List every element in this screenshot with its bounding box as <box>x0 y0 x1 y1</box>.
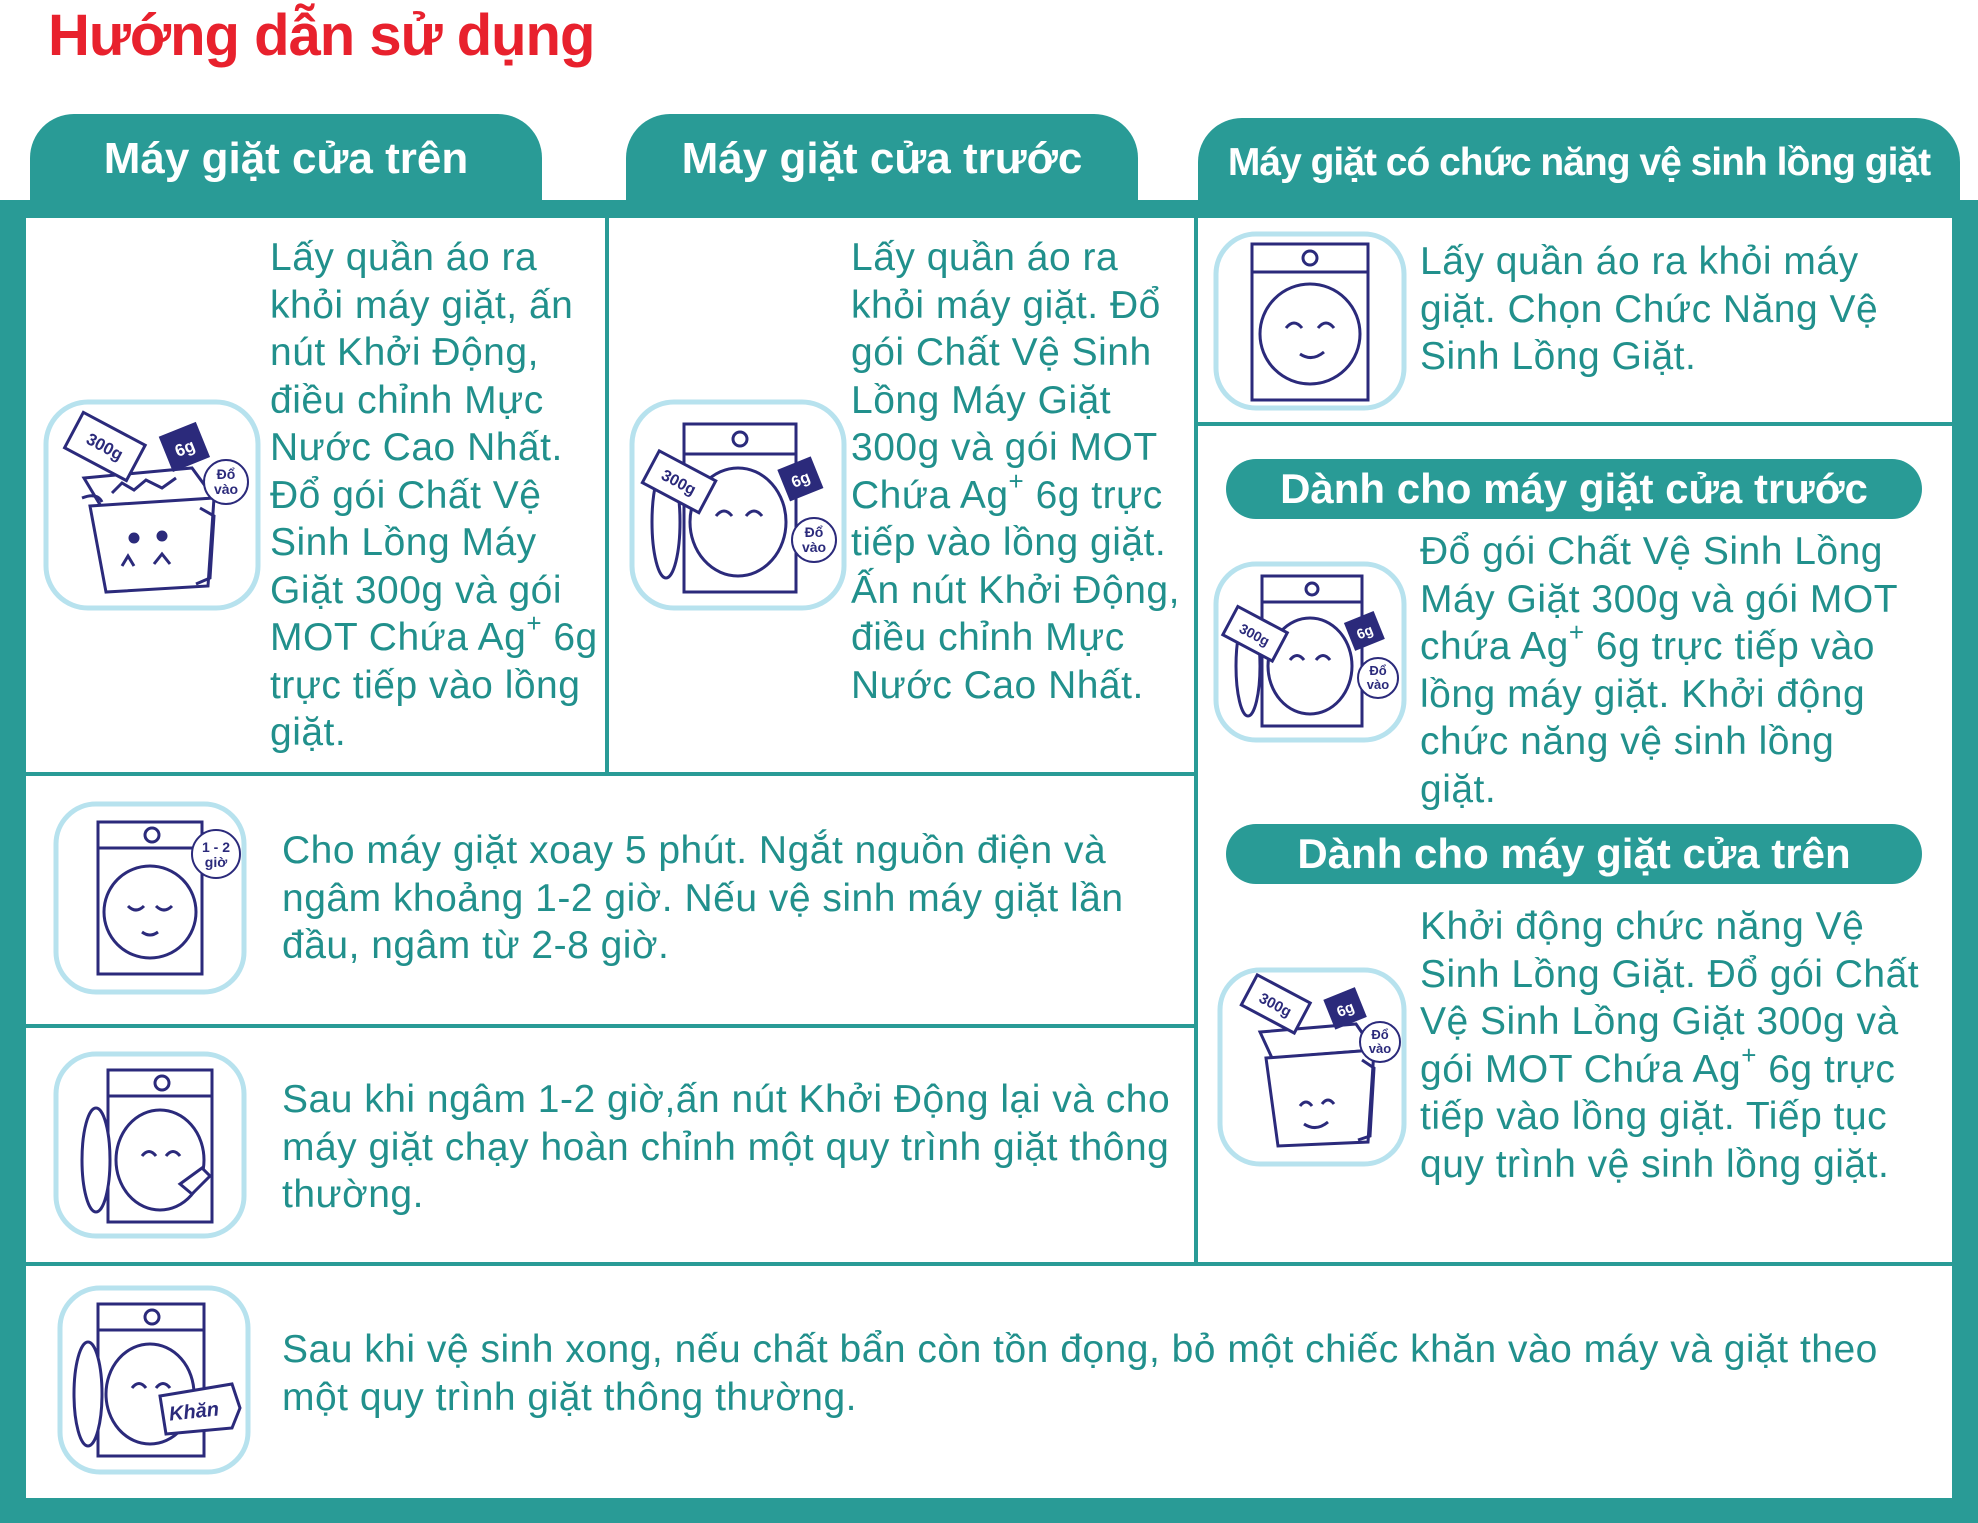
tab-label: Máy giặt có chức năng vệ sinh lồng giặt <box>1227 141 1931 184</box>
top-loader-instructions <box>270 234 600 757</box>
tab-front-loader <box>626 114 1138 204</box>
pour-label: Đổ <box>1371 1027 1389 1042</box>
heading-label: Dành cho máy giặt cửa trên <box>1297 830 1851 877</box>
pack-6g-label: 6g <box>1354 621 1376 643</box>
top-loader-heading <box>1226 824 1922 884</box>
front-loader-machine-icon <box>1212 560 1408 744</box>
tab-label: Máy giặt cửa trên <box>103 134 469 183</box>
time-label: giờ <box>204 854 228 870</box>
instruction-text: Lấy quần áo ra khỏi máy giặt, ấn nút Khởi Động, điều chỉnh Mực Nước Cao Nhất. Đổ gói Chất Vệ Sinh Lồng Máy Giặt 300g và gói MOT Chứa Ag <box>270 236 574 659</box>
front-loader-smile-icon <box>1212 230 1408 412</box>
time-label: 1 - 2 <box>201 839 231 855</box>
instruction-text: 6g trực tiếp vào lồng giặt. Ấn nút Khởi Động, điều chỉnh Mực Nước Cao Nhất. <box>851 473 1180 707</box>
pour-label: vào <box>801 539 827 555</box>
tab-top-loader <box>30 114 542 204</box>
instruction-text: Khởi động chức năng Vệ Sinh Lồng Giặt. Đổ gói Chất Vệ Sinh Lồng Giặt 300g và gói MOT Chứa Ag <box>1420 905 1920 1091</box>
cleaning-front-text <box>1420 528 1920 813</box>
front-loader-machine-icon <box>628 398 848 612</box>
pack-6g-label: 6g <box>172 435 198 461</box>
pack-300g-label: 300g <box>1255 989 1295 1021</box>
instruction-text: Đổ gói Chất Vệ Sinh Lồng Máy Giặt 300g và gói MOT chứa Ag <box>1420 530 1898 668</box>
towel-label: Khăn <box>167 1398 221 1426</box>
pack-300g-label: 300g <box>83 429 127 465</box>
heading-label: Dành cho máy giặt cửa trước <box>1280 465 1868 512</box>
instruction-text: 6g trực tiếp vào lồng giặt. <box>270 616 598 754</box>
superscript: + <box>1008 465 1025 496</box>
machine-start-icon <box>52 1050 248 1240</box>
instruction-text: 6g trực tiếp vào lồng giặt. Tiếp tục quy trình vệ sinh lồng giặt. <box>1420 1047 1896 1186</box>
soak-step-text: Cho máy giặt xoay 5 phút. Ngắt nguồn điện và ngâm khoảng 1-2 giờ. Nếu vệ sinh máy giặt lần đầu, ngâm từ 2-8 giờ. <box>282 829 1124 967</box>
pour-label: Đổ <box>804 524 824 540</box>
restart-step-text: Sau khi ngâm 1-2 giờ,ấn nút Khởi Động lại và cho máy giặt chạy hoàn chỉnh một quy trình giặt thông thường. <box>282 1078 1171 1216</box>
superscript: + <box>1741 1039 1757 1070</box>
page-title: Hướng dẫn sử dụng <box>48 3 595 68</box>
superscript: + <box>1568 617 1585 647</box>
instruction-text: Lấy quần áo ra khỏi máy giặt. Đổ gói Chất Vệ Sinh Lồng Máy Giặt 300g và gói MOT Chứa Ag <box>851 236 1161 517</box>
sleeping-machine-clock-icon <box>52 800 248 996</box>
superscript: + <box>526 608 543 638</box>
cleaning-top-text <box>1420 903 1920 1188</box>
tab-label: Máy giặt cửa trước <box>681 134 1083 183</box>
divider <box>26 772 1196 776</box>
pour-label: Đổ <box>216 466 236 482</box>
divider <box>26 1024 1196 1028</box>
divider <box>1194 422 1952 426</box>
front-loader-heading <box>1226 459 1922 519</box>
front-loader-instructions <box>851 234 1187 709</box>
pour-label: vào <box>1366 677 1390 692</box>
cleaning-step1-text: Lấy quần áo ra khỏi máy giặt. Chọn Chức Năng Vệ Sinh Lồng Giặt. <box>1420 240 1879 378</box>
divider <box>1194 218 1198 1266</box>
pack-6g-label: 6g <box>1334 998 1357 1021</box>
pack-6g-label: 6g <box>789 468 813 492</box>
top-loader-machine-icon <box>42 398 262 612</box>
pour-label: vào <box>213 481 239 497</box>
tab-cleaning-function <box>1198 118 1960 208</box>
pour-label: vào <box>1368 1041 1392 1056</box>
instruction-text: 6g trực tiếp vào lồng máy giặt. Khởi động chức năng vệ sinh lồng giặt. <box>1420 625 1875 811</box>
divider <box>26 1262 1952 1266</box>
pack-300g-label: 300g <box>1236 620 1273 650</box>
top-loader-machine-icon <box>1216 966 1408 1168</box>
pack-300g-label: 300g <box>658 467 699 500</box>
pour-label: Đổ <box>1369 663 1387 678</box>
machine-towel-icon <box>56 1284 252 1476</box>
towel-step-text: Sau khi vệ sinh xong, nếu chất bẩn còn tồn đọng, bỏ một chiếc khăn vào máy và giặt theo một quy trình giặt thông thường. <box>282 1328 1878 1419</box>
divider <box>605 218 609 774</box>
